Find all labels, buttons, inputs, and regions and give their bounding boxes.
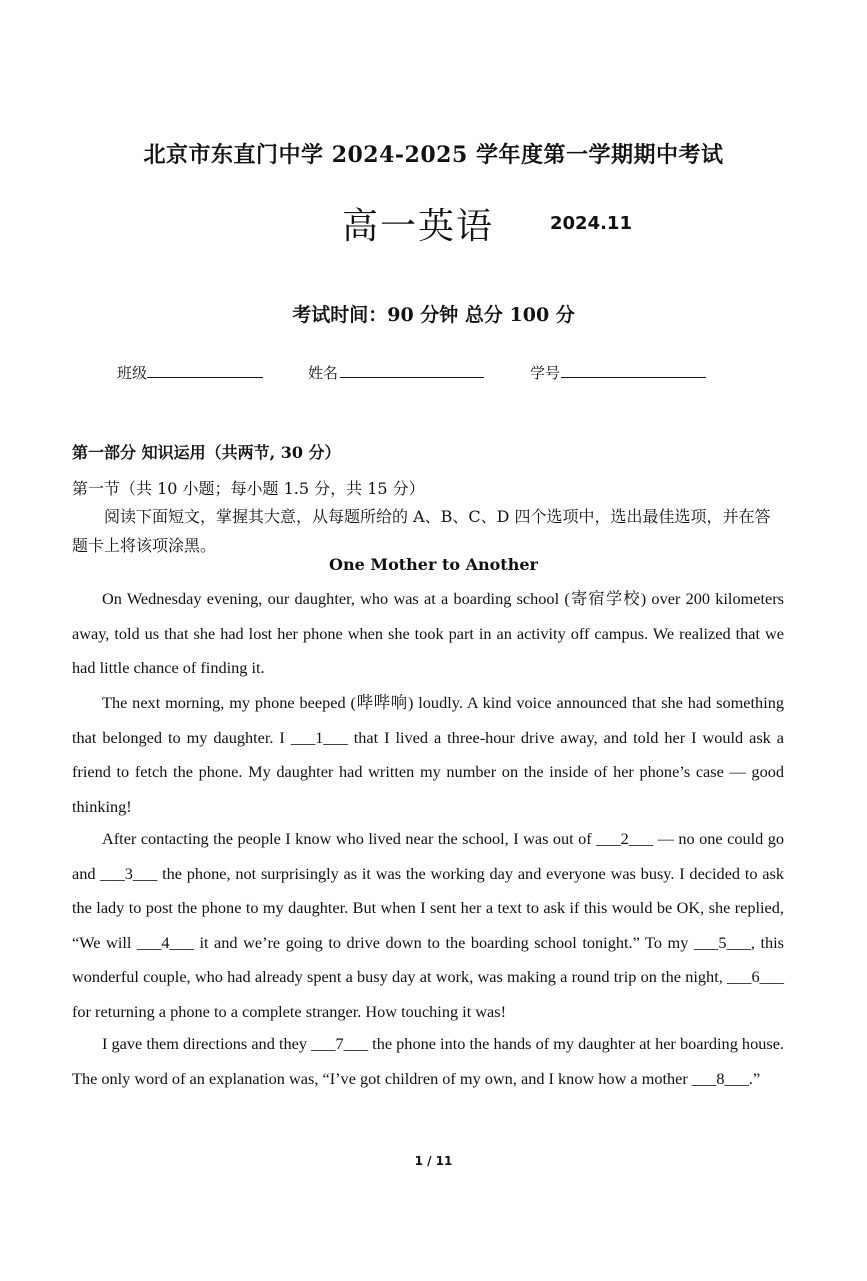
instructions: 阅读下面短文，掌握其大意，从每题所给的 A、B、C、D 四个选项中，选出最佳选项，并在答题卡上将该项涂黑。 xyxy=(72,507,771,555)
blank-8: ___8___ xyxy=(691,1068,749,1088)
student-id-label: 学号 xyxy=(530,364,561,382)
page-number: 1 / 11 xyxy=(414,1154,453,1168)
passage-title: One Mother to Another xyxy=(329,555,538,574)
student-id-blank-line xyxy=(561,362,706,378)
blank-6: ___6___ xyxy=(727,967,784,986)
name-label: 姓名 xyxy=(308,364,339,382)
passage-paragraph-4: I gave them directions and they ___7___ the phone into the hands of my daughter at her boarding house. The only word of an explanation was, “I’ve got children of my own, and I know how a mother ___8___.” xyxy=(72,1034,784,1088)
subject-title: 高一英语 xyxy=(342,206,495,247)
blank-1: ___1___ xyxy=(290,727,348,747)
blank-5: ___5___ xyxy=(693,932,751,952)
passage-paragraph-2: The next morning, my phone beeped (哔哔响) loudly. A kind voice announced that she had something that belonged to my daughter. I ___1___ that I lived a three-hour drive away, and told her I would ask a friend to fetch the phone. My daughter had written my number on the inside of her phone’s case — good thinking! xyxy=(72,693,784,816)
class-blank-line xyxy=(147,362,263,378)
exam-date: 2024.11 xyxy=(550,213,632,234)
class-label: 班级 xyxy=(117,364,148,382)
blank-2: ___2___ xyxy=(596,829,654,848)
section-one-heading: 第一节（共 10 小题；每小题 1.5 分，共 15 分） xyxy=(72,479,425,498)
school-exam-title: 北京市东直门中学 2024-2025 学年度第一学期期中考试 xyxy=(143,142,724,168)
blank-3: ___3___ xyxy=(100,863,158,883)
exam-time-and-score: 考试时间：90 分钟 总分 100 分 xyxy=(292,304,575,326)
blank-7: ___7___ xyxy=(311,1034,369,1053)
blank-4: ___4___ xyxy=(136,932,194,952)
passage-paragraph-1: On Wednesday evening, our daughter, who was at a boarding school (寄宿学校) over 200 kilometers away, told us that she had lost her phone when she took part in an activity off campus. We realized that we had little chance of finding it. xyxy=(72,589,784,677)
passage-paragraph-3: After contacting the people I know who lived near the school, I was out of ___2___ — no one could go and ___3___ the phone, not surprisingly as it was the working day and everyone was busy. I decided to ask the lady to post the phone to my daughter. But when I sent her a text to ask if this would be OK, she replied, “We will ___4___ it and we’re going to drive down to the boarding school tonight.” To my ___5___, this wonderful couple, who had already spent a busy day at work, was making a round trip on the night, ___6___ for returning a phone to a complete stranger. How touching it was! xyxy=(72,829,785,1021)
part-one-heading: 第一部分 知识运用（共两节, 30 分） xyxy=(72,443,341,462)
name-blank-line xyxy=(340,362,484,378)
